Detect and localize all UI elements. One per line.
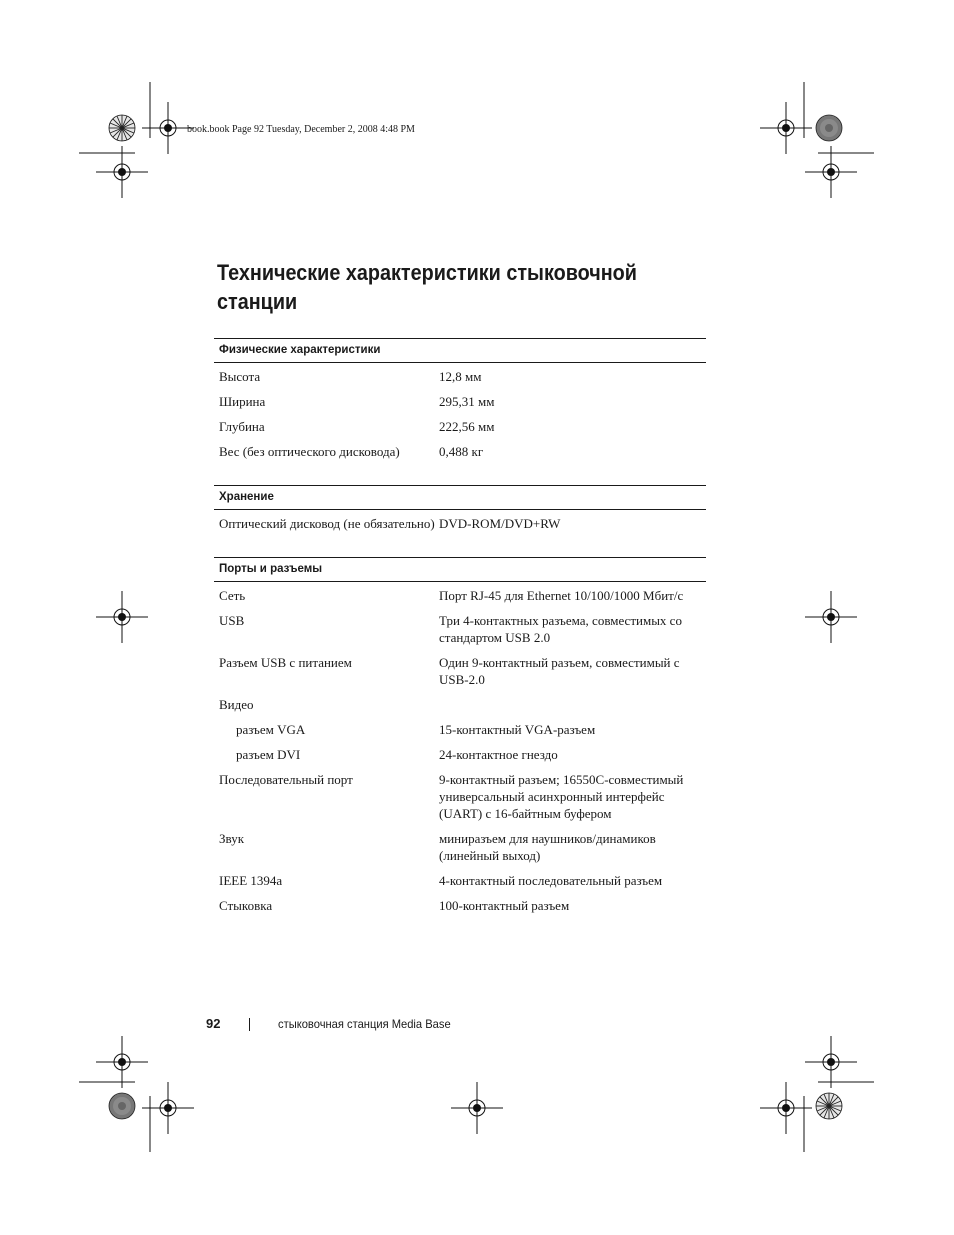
spec-row-height [214,368,706,385]
spec-value: 15-контактный VGA-разъем [439,722,596,737]
print-imprint-line: book.book Page 92 Tuesday, December 2, 2008 4:48 PM [187,124,415,135]
spec-key: Глубина [219,419,265,434]
spec-value: миниразъем для наушников/динамиков (линейный выход) [439,831,656,863]
spec-value: Три 4-контактных разъема, совместимых со стандартом USB 2.0 [439,613,682,645]
section-ports [214,582,706,914]
spec-key: Звук [219,831,245,846]
spec-key: Видео [219,697,254,712]
spec-value: 4-контактный последовательный разъем [439,873,663,888]
running-title: стыковочная станция Media Base [278,1017,451,1031]
spec-value: 0,488 кг [439,444,484,459]
section-physical [214,363,706,473]
spec-key: Последовательный порт [219,772,353,787]
spec-value: 100-контактный разъем [439,898,570,913]
spec-table [214,338,706,914]
footer-divider [249,1018,250,1031]
spec-key: разъем VGA [236,722,306,737]
spec-key: Разъем USB с питанием [219,655,352,670]
spec-row-network [214,587,706,604]
spec-key: Ширина [219,394,266,409]
spec-key: USB [219,613,245,628]
spec-row-usb [214,612,706,646]
spec-row-docking [214,897,706,914]
section-storage [214,510,706,545]
spec-key: Стыковка [219,898,273,913]
spec-row-width [214,393,706,410]
spec-value: Один 9-контактный разъем, совместимый с USB-2.0 [439,655,680,687]
spec-row-optical-drive [214,515,706,532]
spec-row-weight [214,443,706,460]
spec-value: 222,56 мм [439,419,495,434]
page-number: 92 [206,1016,221,1031]
spec-row-depth [214,418,706,435]
spec-key: Вес (без оптического дисковода) [219,444,400,459]
spec-key: IEEE 1394a [219,873,283,888]
spec-row-audio [214,830,706,864]
spec-key: Сеть [219,588,246,603]
spec-key: Высота [219,369,261,384]
section-heading-ports: Порты и разъемы [214,557,706,582]
spec-row-video [214,696,706,713]
spec-value: 12,8 мм [439,369,482,384]
spec-value: Порт RJ-45 для Ethernet 10/100/1000 Мбит/с [439,588,684,603]
spec-value: 295,31 мм [439,394,495,409]
section-heading-storage: Хранение [214,485,706,510]
spec-value: DVD-ROM/DVD+RW [439,516,561,531]
section-heading-physical: Физические характеристики [214,338,706,363]
spec-row-dvi [214,746,706,763]
spec-value: 9-контактный разъем; 16550C-совместимый универсальный асинхронный интерфейс (UART) с 16-байтным буфером [439,772,684,821]
spec-row-powered-usb [214,654,706,688]
page-title: Технические характеристики стыковочной станции [217,260,637,314]
spec-value: 24-контактное гнездо [439,747,558,762]
spec-row-ieee1394 [214,872,706,889]
spec-key: разъем DVI [236,747,301,762]
spec-value [439,696,701,713]
spec-row-vga [214,721,706,738]
spec-key: Оптический дисковод (не обязательно) [219,516,435,531]
spec-row-serial-port [214,771,706,822]
